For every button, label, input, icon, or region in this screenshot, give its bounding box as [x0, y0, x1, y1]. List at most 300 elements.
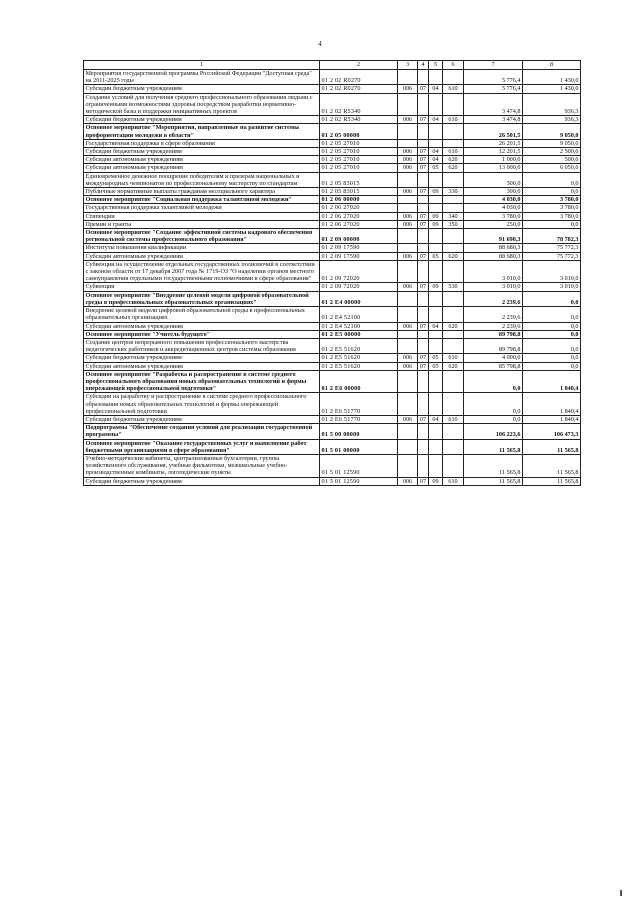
table-row	[84, 124, 581, 139]
row-section: 07	[418, 148, 429, 156]
row-name: Основное мероприятие "Социальная поддержка талантливой молодежи"	[84, 196, 320, 204]
row-ministry: 006	[398, 283, 418, 291]
row-subsection	[429, 439, 443, 454]
row-expense-type: 620	[443, 156, 464, 164]
row-code: 01 2 09 17590	[320, 252, 398, 260]
row-value-2022: 0,0	[523, 291, 581, 306]
row-ministry	[398, 93, 418, 116]
row-subsection: 04	[429, 148, 443, 156]
row-value-2022: 11 565,8	[523, 439, 581, 454]
row-subsection: 09	[429, 188, 443, 196]
row-value-2021: 91 690,3	[464, 229, 523, 244]
row-name: Стипендии	[84, 212, 320, 220]
table-row	[84, 204, 581, 212]
row-expense-type	[443, 454, 464, 477]
row-name: Субсидии бюджетным учреждениям	[84, 116, 320, 124]
table-row	[84, 454, 581, 477]
row-code: 01 2 02 R0270	[320, 85, 398, 93]
table-row	[84, 116, 581, 124]
row-ministry	[398, 370, 418, 393]
row-ministry	[398, 244, 418, 252]
row-code: 01 2 06 00000	[320, 196, 398, 204]
row-value-2021: 89 798,8	[464, 338, 523, 353]
row-value-2021: 300,0	[464, 172, 523, 187]
row-subsection: 05	[429, 252, 443, 260]
row-name: Премии и гранты	[84, 220, 320, 228]
row-name: Мероприятия государственной программы Российской Федерации "Доступная среда" на 2011-2025 годы	[84, 70, 320, 85]
row-section: 07	[418, 283, 429, 291]
table-row	[84, 283, 581, 291]
row-section: 07	[418, 354, 429, 362]
table-row	[84, 93, 581, 116]
row-expense-type: 610	[443, 148, 464, 156]
row-value-2021: 11 565,8	[464, 439, 523, 454]
row-subsection: 04	[429, 415, 443, 423]
table-row	[84, 172, 581, 187]
row-code: 01 2 05 27010	[320, 156, 398, 164]
row-ministry: 006	[398, 252, 418, 260]
row-value-2022: 500,0	[523, 156, 581, 164]
row-subsection: 09	[429, 283, 443, 291]
col-header-4: 4	[418, 61, 429, 70]
row-ministry	[398, 439, 418, 454]
row-value-2022: 3 780,0	[523, 196, 581, 204]
row-value-2021: 3 010,0	[464, 283, 523, 291]
row-value-2022: 1 430,0	[523, 85, 581, 93]
table-row	[84, 148, 581, 156]
row-value-2022: 3 010,0	[523, 283, 581, 291]
row-expense-type: 350	[443, 220, 464, 228]
row-expense-type: 620	[443, 252, 464, 260]
row-section: 07	[418, 362, 429, 370]
table-row	[84, 85, 581, 93]
table-header-row	[84, 61, 581, 70]
row-ministry: 006	[398, 212, 418, 220]
table-row	[84, 229, 581, 244]
row-code: 01 2 09 72020	[320, 283, 398, 291]
row-name: Публичные нормативные выплаты гражданам несоциального характера	[84, 188, 320, 196]
col-header-3: 3	[398, 61, 418, 70]
row-value-2022: 75 772,3	[523, 252, 581, 260]
row-subsection	[429, 393, 443, 416]
row-section	[418, 93, 429, 116]
row-section: 07	[418, 85, 429, 93]
row-ministry: 006	[398, 220, 418, 228]
row-value-2022: 0,0	[523, 188, 581, 196]
row-name: Субвенции	[84, 283, 320, 291]
table-row	[84, 415, 581, 423]
row-section	[418, 172, 429, 187]
row-ministry: 006	[398, 85, 418, 93]
row-subsection	[429, 172, 443, 187]
row-value-2021: 11 565,8	[464, 477, 523, 485]
row-code: 01 2 E6 00000	[320, 370, 398, 393]
row-subsection: 04	[429, 116, 443, 124]
row-subsection	[429, 424, 443, 439]
row-value-2022: 1 840,4	[523, 370, 581, 393]
row-value-2022: 0,0	[523, 354, 581, 362]
row-name: Субсидии автономным учреждениям	[84, 164, 320, 172]
row-code: 01 2 E4 00000	[320, 291, 398, 306]
row-value-2022: 0,0	[523, 220, 581, 228]
col-header-5: 5	[429, 61, 443, 70]
row-value-2022: 3 010,0	[523, 260, 581, 283]
table-row	[84, 354, 581, 362]
row-name: Основное мероприятие "Внедрение целевой модели цифровой образовательной среды в профессиональных образовательных организациях"	[84, 291, 320, 306]
row-ministry	[398, 454, 418, 477]
row-value-2022: 0,0	[523, 172, 581, 187]
row-name: Субсидии бюджетным учреждениям	[84, 148, 320, 156]
table-row	[84, 291, 581, 306]
row-code: 01 2 02 R0270	[320, 70, 398, 85]
row-name: Единовременное денежное поощрение победителям и призерам национальных и международных чемпионатов по профессиональному мастерству по стандартам	[84, 172, 320, 187]
row-value-2021: 0,0	[464, 393, 523, 416]
row-value-2021: 250,0	[464, 220, 523, 228]
row-name: Основное мероприятие "Мероприятия, направленные на развитие системы профориентации молодежи в области"	[84, 124, 320, 139]
row-code: 01 2 09 17590	[320, 244, 398, 252]
row-expense-type	[443, 338, 464, 353]
row-ministry	[398, 229, 418, 244]
col-header-2: 2	[320, 61, 398, 70]
row-subsection: 04	[429, 85, 443, 93]
row-subsection	[429, 338, 443, 353]
col-header-7: 7	[464, 61, 523, 70]
row-value-2022: 0,0	[523, 330, 581, 338]
row-section	[418, 260, 429, 283]
row-value-2021: 2 239,6	[464, 322, 523, 330]
table-row	[84, 338, 581, 353]
row-subsection	[429, 196, 443, 204]
row-ministry	[398, 70, 418, 85]
row-name: Учебно-методические кабинеты, централизованные бухгалтерии, группы хозяйственного обслуживания, учебные фильмотеки, межшкольные учебно-производственные комбинаты, логопедические пункты	[84, 454, 320, 477]
row-section: 07	[418, 415, 429, 423]
row-value-2022: 1 840,4	[523, 415, 581, 423]
table-row	[84, 164, 581, 172]
row-expense-type: 610	[443, 354, 464, 362]
row-section: 07	[418, 212, 429, 220]
row-value-2022: 1 430,0	[523, 70, 581, 85]
row-section: 07	[418, 116, 429, 124]
row-name: Субсидии на разработку и распространение в системе среднего профессионального образования новых образовательных технологий и формы опережающей профессиональной подготовки	[84, 393, 320, 416]
row-name: Основное мероприятие "Создание эффективной системы кадрового обеспечения региональной системы профессионального образования"	[84, 229, 320, 244]
row-value-2021: 2 239,6	[464, 307, 523, 322]
row-expense-type	[443, 204, 464, 212]
row-value-2021: 4 000,0	[464, 354, 523, 362]
row-section: 07	[418, 188, 429, 196]
row-code: 01 2 E5 51620	[320, 338, 398, 353]
row-name: Субсидии бюджетным учреждениям	[84, 354, 320, 362]
row-expense-type	[443, 370, 464, 393]
row-expense-type: 610	[443, 116, 464, 124]
row-value-2022: 78 782,3	[523, 229, 581, 244]
row-value-2021: 12 201,5	[464, 148, 523, 156]
table-row	[84, 260, 581, 283]
row-section	[418, 454, 429, 477]
row-value-2021: 3 474,8	[464, 116, 523, 124]
row-value-2022: 6 050,0	[523, 164, 581, 172]
row-subsection	[429, 307, 443, 322]
row-expense-type	[443, 260, 464, 283]
row-ministry: 006	[398, 354, 418, 362]
row-value-2021: 88 680,3	[464, 252, 523, 260]
row-value-2021: 1 000,0	[464, 156, 523, 164]
row-value-2021: 26 201,5	[464, 139, 523, 147]
row-value-2021: 13 000,0	[464, 164, 523, 172]
row-name: Внедрение целевой модели цифровой образовательной среды в профессиональных образовательных организациях	[84, 307, 320, 322]
row-code: 01 2 E5 51620	[320, 362, 398, 370]
row-code: 01 2 06 27020	[320, 204, 398, 212]
table-row	[84, 439, 581, 454]
row-value-2021: 26 501,5	[464, 124, 523, 139]
table-body	[84, 70, 581, 486]
row-value-2021: 4 030,0	[464, 196, 523, 204]
row-value-2021: 4 030,0	[464, 204, 523, 212]
table-row	[84, 362, 581, 370]
row-value-2022: 75 772,3	[523, 244, 581, 252]
row-code: 01 2 02 R5340	[320, 93, 398, 116]
row-ministry	[398, 393, 418, 416]
table-row	[84, 188, 581, 196]
row-ministry	[398, 260, 418, 283]
row-value-2021: 3 780,0	[464, 212, 523, 220]
row-value-2022: 9 050,0	[523, 139, 581, 147]
row-subsection: 05	[429, 164, 443, 172]
row-ministry: 006	[398, 322, 418, 330]
row-expense-type: 610	[443, 415, 464, 423]
row-name: Создание условий для получения среднего профессионального образования людьми с ограниченными возможностями здоровья посредством разработки нормативно-методической базы и поддержки инициативных проектов	[84, 93, 320, 116]
row-name: Субсидии бюджетным учреждениям	[84, 85, 320, 93]
page-edge-mark	[620, 890, 622, 896]
table-row	[84, 393, 581, 416]
row-value-2021: 106 223,6	[464, 424, 523, 439]
row-name: Субсидии бюджетным учреждениям	[84, 415, 320, 423]
row-section	[418, 424, 429, 439]
row-section	[418, 124, 429, 139]
row-subsection	[429, 244, 443, 252]
row-name: Создание центров непрерывного повышения профессионального мастерства педагогических работников и аккредитационных центров системы образования	[84, 338, 320, 353]
row-expense-type	[443, 139, 464, 147]
row-subsection	[429, 124, 443, 139]
row-value-2022: 3 780,0	[523, 204, 581, 212]
table-row	[84, 424, 581, 439]
row-name: Основное мероприятие "Разработка и распространение в системе среднего профессионального образования новых образовательных технологий и формы опережающей профессиональной подготовки"	[84, 370, 320, 393]
row-value-2021: 5 776,4	[464, 70, 523, 85]
row-ministry	[398, 204, 418, 212]
row-value-2022: 0,0	[523, 338, 581, 353]
table-row	[84, 212, 581, 220]
row-code: 01 5 00 00000	[320, 424, 398, 439]
row-value-2021: 3 010,0	[464, 260, 523, 283]
row-ministry	[398, 424, 418, 439]
row-code: 01 2 05 27010	[320, 164, 398, 172]
row-expense-type: 620	[443, 362, 464, 370]
row-section	[418, 439, 429, 454]
row-value-2022: 0,0	[523, 362, 581, 370]
row-ministry	[398, 338, 418, 353]
row-subsection: 05	[429, 354, 443, 362]
row-ministry: 006	[398, 164, 418, 172]
col-header-6: 6	[443, 61, 464, 70]
row-expense-type: 530	[443, 283, 464, 291]
row-code: 01 2 05 83015	[320, 188, 398, 196]
row-expense-type	[443, 229, 464, 244]
row-name: Субвенции на осуществление отдельных государственных полномочий в соответствии с законом области от 17 декабря 2007 года № 1719-ОЗ "О наделении органов местного самоуправления отдельными государственными полномочиями в сфере образования"	[84, 260, 320, 283]
row-subsection: 09	[429, 212, 443, 220]
row-section	[418, 229, 429, 244]
row-code: 01 2 06 27020	[320, 212, 398, 220]
row-code: 01 2 09 00000	[320, 229, 398, 244]
row-subsection	[429, 93, 443, 116]
row-expense-type	[443, 393, 464, 416]
row-expense-type: 620	[443, 164, 464, 172]
row-code: 01 2 E4 52100	[320, 307, 398, 322]
row-expense-type	[443, 70, 464, 85]
row-code: 01 2 E5 51620	[320, 354, 398, 362]
row-subsection: 05	[429, 362, 443, 370]
row-expense-type: 610	[443, 477, 464, 485]
table-row	[84, 156, 581, 164]
row-expense-type	[443, 196, 464, 204]
table-row	[84, 244, 581, 252]
row-expense-type: 330	[443, 188, 464, 196]
row-section	[418, 139, 429, 147]
row-value-2022: 2 500,0	[523, 148, 581, 156]
row-expense-type: 340	[443, 212, 464, 220]
row-ministry: 006	[398, 156, 418, 164]
row-code: 01 2 E6 51770	[320, 415, 398, 423]
table-row	[84, 370, 581, 393]
row-ministry	[398, 307, 418, 322]
row-name: Субсидии автономным учреждениям	[84, 362, 320, 370]
row-subsection	[429, 204, 443, 212]
row-ministry	[398, 196, 418, 204]
row-name: Институты повышения квалификации	[84, 244, 320, 252]
row-expense-type	[443, 291, 464, 306]
row-subsection: 09	[429, 477, 443, 485]
row-section	[418, 196, 429, 204]
row-section	[418, 204, 429, 212]
row-code: 01 2 06 27020	[320, 220, 398, 228]
table-row	[84, 196, 581, 204]
row-value-2022: 3 780,0	[523, 212, 581, 220]
row-subsection	[429, 70, 443, 85]
row-value-2021: 88 680,3	[464, 244, 523, 252]
row-value-2021: 89 798,8	[464, 330, 523, 338]
row-subsection	[429, 260, 443, 283]
row-value-2022: 11 565,8	[523, 454, 581, 477]
row-value-2021: 0,0	[464, 370, 523, 393]
row-name: Субсидии бюджетным учреждениям	[84, 477, 320, 485]
row-code: 01 2 E5 00000	[320, 330, 398, 338]
row-expense-type: 620	[443, 322, 464, 330]
row-name: Субсидии автономным учреждениям	[84, 252, 320, 260]
row-subsection	[429, 139, 443, 147]
row-subsection	[429, 370, 443, 393]
row-code: 01 2 05 83015	[320, 172, 398, 187]
row-section	[418, 330, 429, 338]
row-code: 01 5 01 12590	[320, 454, 398, 477]
row-code: 01 2 09 72020	[320, 260, 398, 283]
row-ministry: 006	[398, 362, 418, 370]
row-subsection: 04	[429, 156, 443, 164]
col-header-1: 1	[84, 61, 320, 70]
row-value-2021: 3 474,8	[464, 93, 523, 116]
row-section	[418, 393, 429, 416]
row-code: 01 2 02 R5340	[320, 116, 398, 124]
row-name: Государственная поддержка талантливой молодежи	[84, 204, 320, 212]
row-ministry	[398, 172, 418, 187]
table-row	[84, 139, 581, 147]
row-expense-type	[443, 244, 464, 252]
row-ministry	[398, 291, 418, 306]
row-subsection	[429, 229, 443, 244]
budget-table	[83, 60, 581, 486]
row-value-2022: 936,3	[523, 93, 581, 116]
row-section	[418, 307, 429, 322]
row-ministry: 006	[398, 415, 418, 423]
row-section: 07	[418, 156, 429, 164]
row-name: Субсидии автономным учреждениям	[84, 156, 320, 164]
row-ministry	[398, 330, 418, 338]
row-ministry: 006	[398, 148, 418, 156]
row-subsection: 09	[429, 220, 443, 228]
row-section: 07	[418, 322, 429, 330]
row-expense-type	[443, 172, 464, 187]
table-row	[84, 477, 581, 485]
row-code: 01 5 01 00000	[320, 439, 398, 454]
row-value-2022: 106 473,3	[523, 424, 581, 439]
row-code: 01 5 01 12590	[320, 477, 398, 485]
row-section	[418, 70, 429, 85]
row-expense-type	[443, 424, 464, 439]
row-expense-type	[443, 307, 464, 322]
row-value-2022: 11 565,8	[523, 477, 581, 485]
row-expense-type	[443, 93, 464, 116]
row-section: 07	[418, 220, 429, 228]
row-section: 07	[418, 252, 429, 260]
row-name: Подпрограмма "Обеспечение создания условий для реализации государственной программы"	[84, 424, 320, 439]
row-subsection	[429, 291, 443, 306]
row-subsection: 04	[429, 322, 443, 330]
table-row	[84, 252, 581, 260]
row-code: 01 2 05 27010	[320, 139, 398, 147]
row-value-2021: 11 565,8	[464, 454, 523, 477]
row-name: Основное мероприятие "Учитель будущего"	[84, 330, 320, 338]
col-header-8: 8	[523, 61, 581, 70]
page-number: 4	[318, 40, 322, 48]
row-ministry	[398, 124, 418, 139]
row-name: Основное мероприятие "Оказание государственных услуг и выполнение работ бюджетными организациями в сфере образования"	[84, 439, 320, 454]
table-row	[84, 330, 581, 338]
row-value-2021: 300,0	[464, 188, 523, 196]
table-row	[84, 322, 581, 330]
table-row	[84, 220, 581, 228]
row-name: Государственная поддержка в сфере образования	[84, 139, 320, 147]
row-code: 01 2 05 27010	[320, 148, 398, 156]
row-section: 07	[418, 477, 429, 485]
row-subsection	[429, 454, 443, 477]
row-value-2021: 85 798,8	[464, 362, 523, 370]
row-value-2021: 2 239,6	[464, 291, 523, 306]
row-value-2022: 1 840,4	[523, 393, 581, 416]
row-value-2022: 936,3	[523, 116, 581, 124]
row-section	[418, 291, 429, 306]
row-value-2022: 0,0	[523, 307, 581, 322]
row-expense-type: 610	[443, 85, 464, 93]
row-ministry: 006	[398, 477, 418, 485]
row-value-2022: 0,0	[523, 322, 581, 330]
row-code: 01 2 05 00000	[320, 124, 398, 139]
